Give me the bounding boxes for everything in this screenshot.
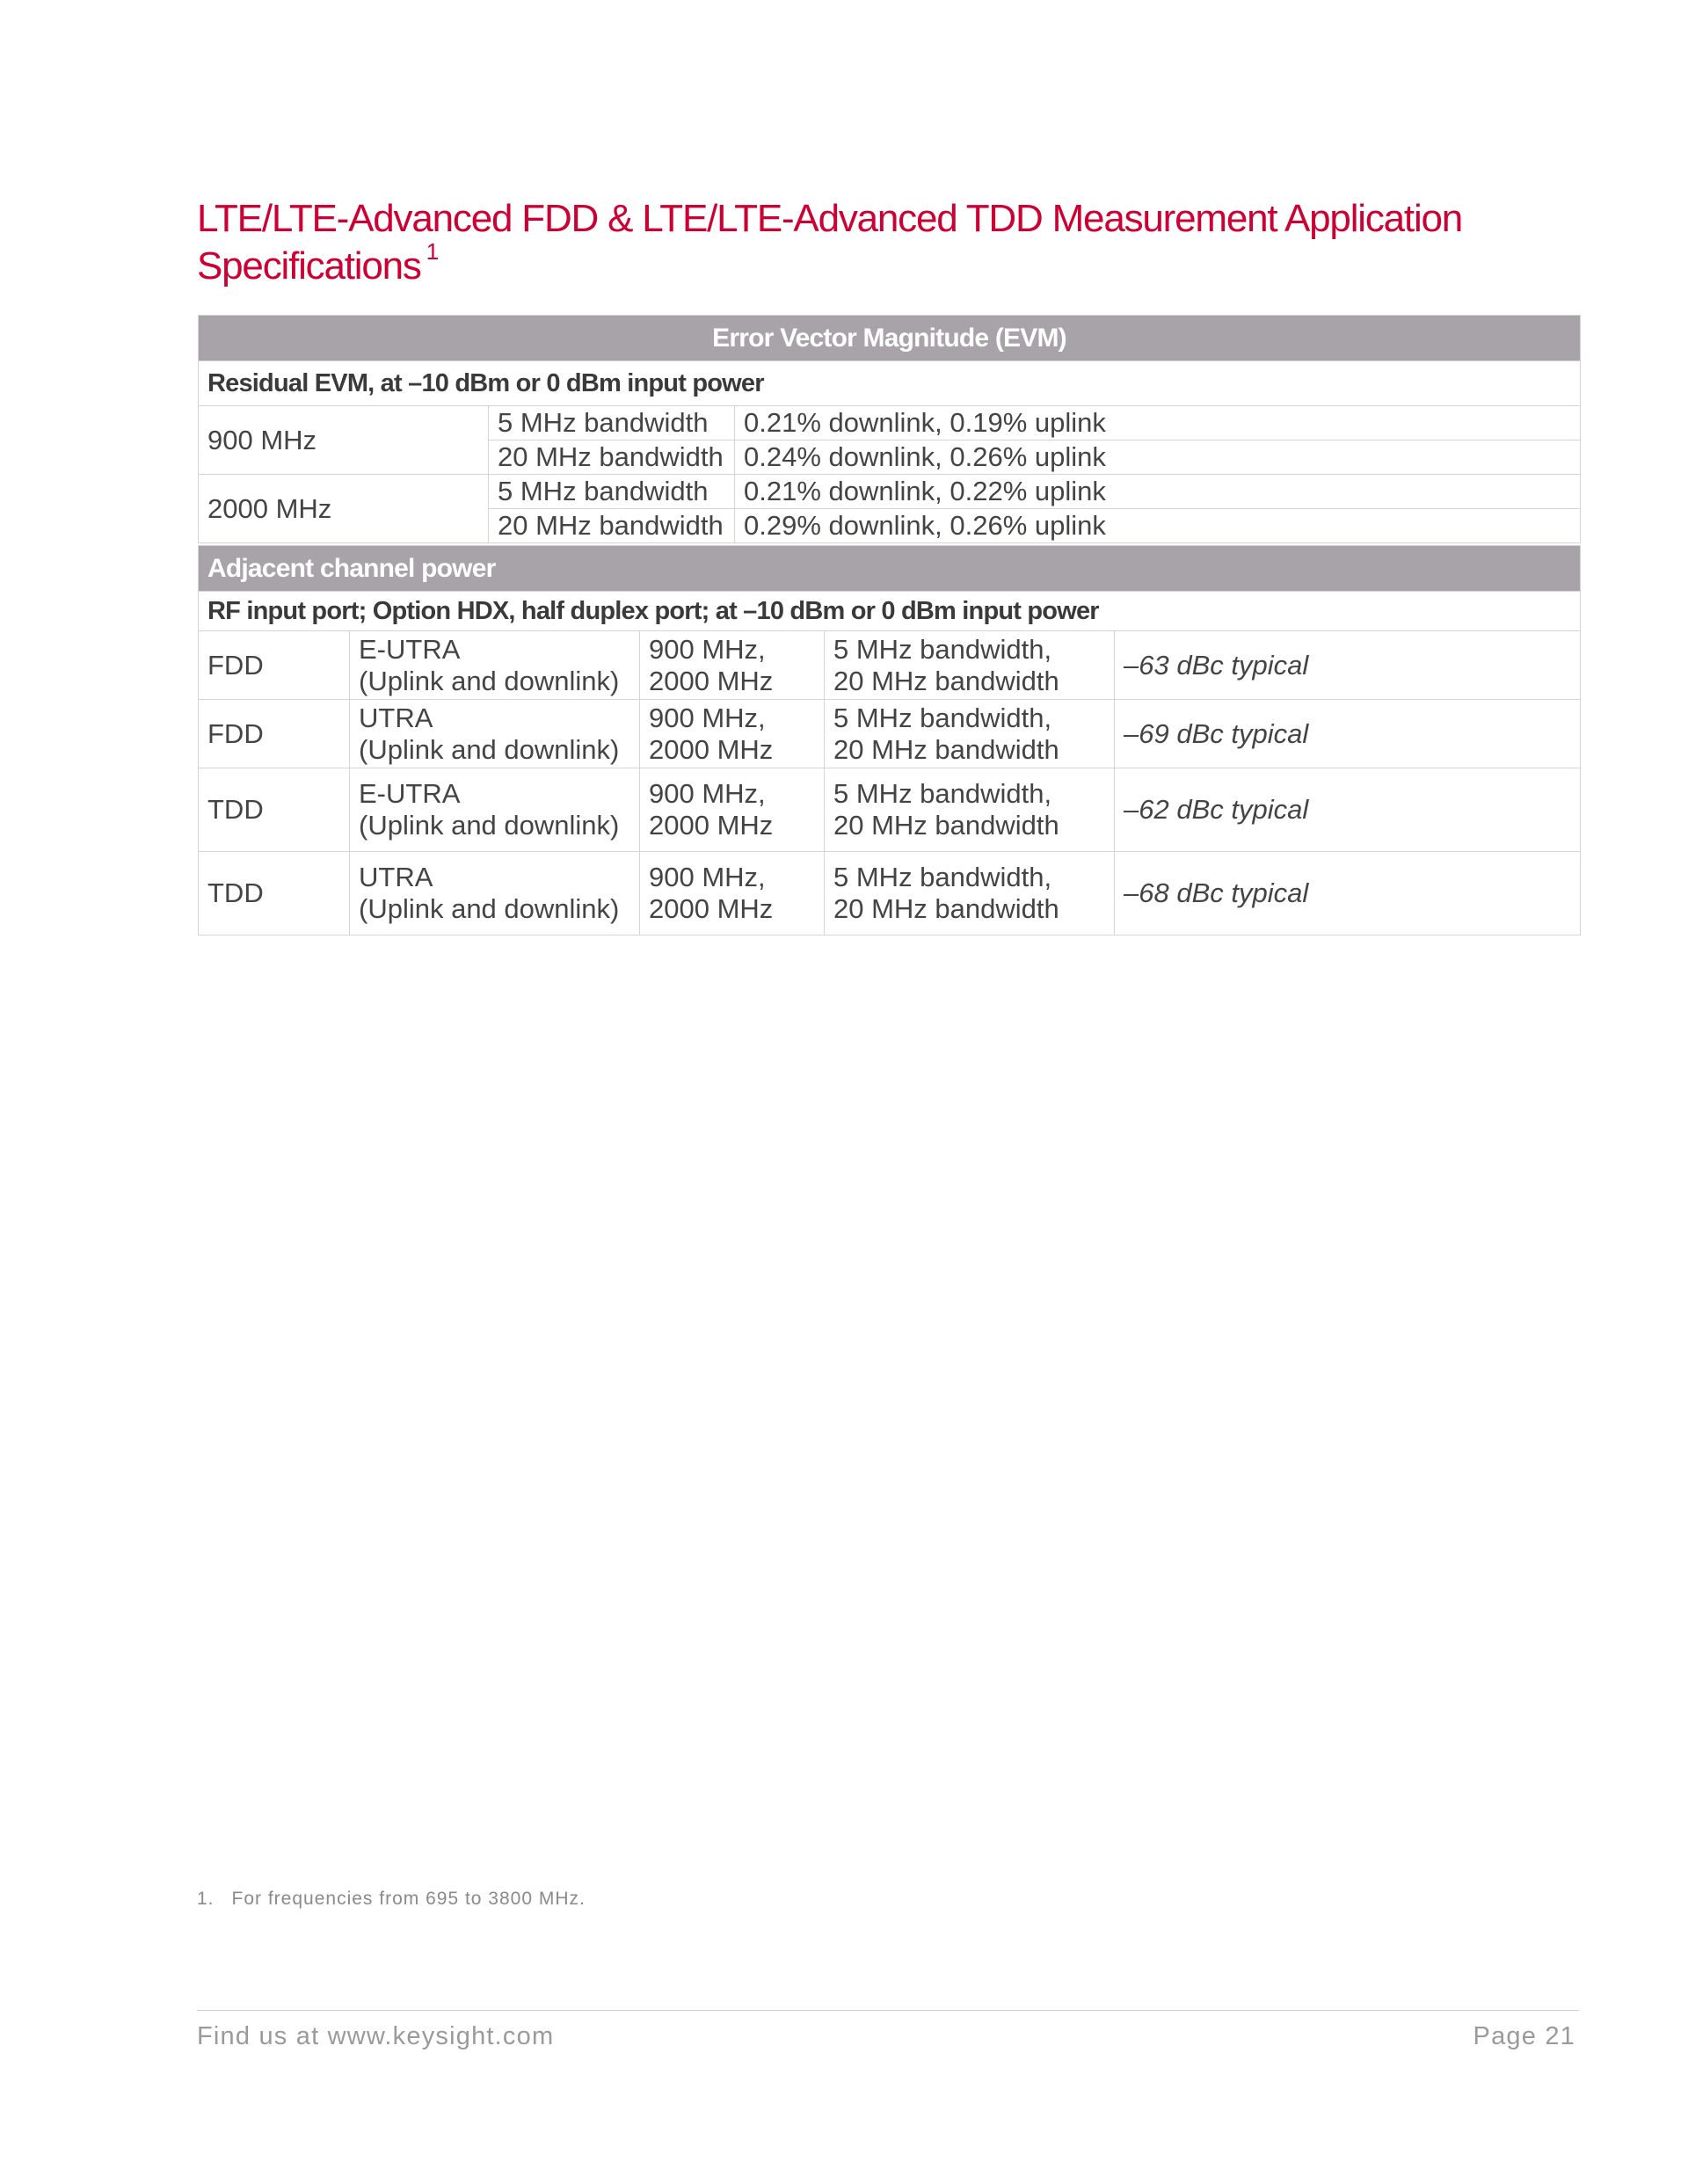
acp-direction-text: (Uplink and downlink) bbox=[359, 810, 620, 841]
evm-table-header: Error Vector Magnitude (EVM) bbox=[199, 316, 1581, 361]
acp-value-cell: –69 dBc typical bbox=[1115, 700, 1581, 768]
evm-bandwidth-cell: 20 MHz bandwidth bbox=[489, 440, 735, 475]
evm-value-cell: 0.21% downlink, 0.22% uplink bbox=[735, 475, 1581, 509]
evm-table bbox=[198, 315, 1581, 543]
evm-value-cell: 0.24% downlink, 0.26% uplink bbox=[735, 440, 1581, 475]
acp-bw2-text: 20 MHz bandwidth bbox=[833, 893, 1059, 924]
acp-bw1-text: 5 MHz bandwidth, bbox=[833, 778, 1052, 809]
acp-mode-cell: TDD bbox=[199, 852, 350, 935]
acp-bandwidth-cell bbox=[825, 768, 1115, 852]
acp-bandwidth-cell bbox=[825, 700, 1115, 768]
acp-standard-text: UTRA bbox=[359, 862, 433, 892]
evm-frequency-cell: 900 MHz bbox=[199, 406, 489, 475]
page-number: Page 21 bbox=[1473, 2022, 1575, 2050]
table-row bbox=[199, 768, 1581, 852]
acp-freq2-text: 2000 MHz bbox=[649, 893, 774, 924]
acp-freq2-text: 2000 MHz bbox=[649, 810, 774, 841]
acp-frequency-cell bbox=[640, 631, 825, 700]
table-row bbox=[199, 700, 1581, 768]
acp-bandwidth-cell bbox=[825, 852, 1115, 935]
acp-freq1-text: 900 MHz, bbox=[649, 778, 766, 809]
acp-value-cell: –62 dBc typical bbox=[1115, 768, 1581, 852]
acp-standard-cell bbox=[350, 852, 640, 935]
acp-frequency-cell bbox=[640, 768, 825, 852]
acp-standard-text: E-UTRA bbox=[359, 633, 461, 665]
title-footnote-ref: 1 bbox=[426, 238, 438, 265]
acp-standard-cell bbox=[350, 700, 640, 768]
acp-freq2-text: 2000 MHz bbox=[649, 733, 774, 765]
acp-standard-text: UTRA bbox=[359, 702, 433, 733]
evm-bandwidth-cell: 5 MHz bandwidth bbox=[489, 475, 735, 509]
acp-standard-cell bbox=[350, 631, 640, 700]
acp-bw2-text: 20 MHz bandwidth bbox=[833, 733, 1059, 765]
acp-freq1-text: 900 MHz, bbox=[649, 862, 766, 892]
acp-mode-cell: TDD bbox=[199, 768, 350, 852]
acp-direction-text: (Uplink and downlink) bbox=[359, 893, 620, 924]
acp-value-cell: –68 dBc typical bbox=[1115, 852, 1581, 935]
acp-direction-text: (Uplink and downlink) bbox=[359, 733, 620, 765]
evm-value-cell: 0.21% downlink, 0.19% uplink bbox=[735, 406, 1581, 440]
evm-bandwidth-cell: 20 MHz bandwidth bbox=[489, 509, 735, 543]
page-title-text: LTE/LTE-Advanced FDD & LTE/LTE-Advanced TDD Measurement Application Specifications bbox=[197, 197, 1463, 288]
acp-bw1-text: 5 MHz bandwidth, bbox=[833, 862, 1052, 892]
footnote-number: 1. bbox=[197, 1889, 215, 1909]
acp-table bbox=[198, 545, 1581, 935]
acp-frequency-cell bbox=[640, 852, 825, 935]
footnote-text: For frequencies from 695 to 3800 MHz. bbox=[231, 1889, 586, 1909]
table-row bbox=[199, 631, 1581, 700]
evm-frequency-cell: 2000 MHz bbox=[199, 475, 489, 543]
page-title bbox=[197, 195, 1568, 290]
footnote bbox=[197, 1889, 586, 1910]
footer-divider bbox=[197, 2010, 1579, 2011]
acp-bw1-text: 5 MHz bandwidth, bbox=[833, 702, 1052, 733]
acp-table-header: Adjacent channel power bbox=[199, 546, 1581, 592]
acp-mode-cell: FDD bbox=[199, 700, 350, 768]
acp-bw2-text: 20 MHz bandwidth bbox=[833, 665, 1059, 696]
acp-bw2-text: 20 MHz bandwidth bbox=[833, 810, 1059, 841]
acp-bw1-text: 5 MHz bandwidth, bbox=[833, 633, 1052, 665]
evm-table-subheader: Residual EVM, at –10 dBm or 0 dBm input power bbox=[199, 361, 1581, 406]
acp-freq1-text: 900 MHz, bbox=[649, 633, 766, 665]
acp-mode-cell: FDD bbox=[199, 631, 350, 700]
acp-bandwidth-cell bbox=[825, 631, 1115, 700]
table-row bbox=[199, 852, 1581, 935]
acp-freq1-text: 900 MHz, bbox=[649, 702, 766, 733]
acp-table-subheader: RF input port; Option HDX, half duplex port; at –10 dBm or 0 dBm input power bbox=[199, 592, 1581, 631]
acp-standard-text: E-UTRA bbox=[359, 778, 461, 809]
acp-frequency-cell bbox=[640, 700, 825, 768]
acp-freq2-text: 2000 MHz bbox=[649, 665, 774, 696]
evm-bandwidth-cell: 5 MHz bandwidth bbox=[489, 406, 735, 440]
footer-website-link[interactable]: Find us at www.keysight.com bbox=[197, 2022, 555, 2050]
acp-value-cell: –63 dBc typical bbox=[1115, 631, 1581, 700]
acp-standard-cell bbox=[350, 768, 640, 852]
evm-value-cell: 0.29% downlink, 0.26% uplink bbox=[735, 509, 1581, 543]
acp-direction-text: (Uplink and downlink) bbox=[359, 665, 620, 696]
